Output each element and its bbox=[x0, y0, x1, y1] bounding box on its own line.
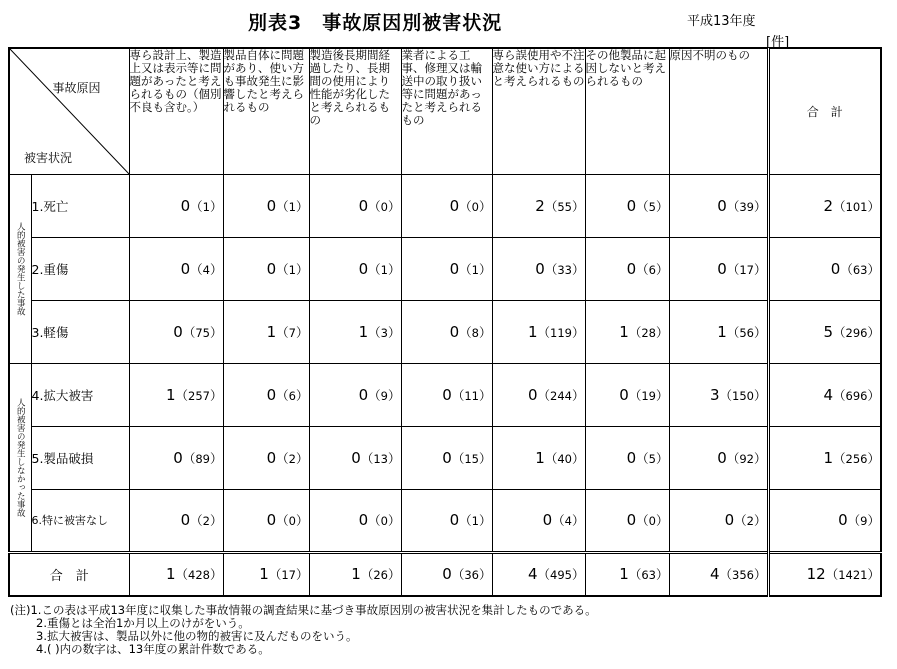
cell: 1（3） bbox=[309, 300, 401, 363]
cell: 0（0） bbox=[401, 174, 492, 237]
cell: 0（6） bbox=[223, 363, 309, 426]
note-item: 4.( )内の数字は、13年度の累計件数である。 bbox=[36, 642, 270, 656]
cell: 0（244） bbox=[492, 363, 585, 426]
cell: 0（13） bbox=[309, 426, 401, 489]
col-header-misuse: 専ら誤使用や不注意な使い方によると考えられるもの bbox=[492, 48, 585, 174]
note-item: 3.拡大被害は、製品以外に他の物的被害に及んだものをいう。 bbox=[36, 629, 358, 643]
table-row bbox=[9, 237, 881, 300]
total-row-label: 合 計 bbox=[9, 552, 129, 596]
cell: 0（33） bbox=[492, 237, 585, 300]
col-header-product-and-usage: 製品自体に問題があり、使い方も事故発生に影響したと考えられるもの bbox=[223, 48, 309, 174]
cell-total: 1（256） bbox=[768, 426, 881, 489]
cell: 0（0） bbox=[223, 489, 309, 552]
cell: 0（6） bbox=[585, 237, 669, 300]
cell: 0（4） bbox=[129, 237, 223, 300]
row-label: 2.重傷 bbox=[31, 237, 129, 300]
page-title: 別表3 事故原因別被害状況 bbox=[248, 12, 503, 34]
cell-grand-total: 12（1421） bbox=[768, 552, 881, 596]
cell: 1（428） bbox=[129, 552, 223, 596]
cell: 0（36） bbox=[401, 552, 492, 596]
cell: 1（257） bbox=[129, 363, 223, 426]
note-item: (注)1.この表は平成13年度に収集した事故情報の調査結果に基づき事故原因別の被害状況を集計したものである。 bbox=[10, 603, 597, 617]
cell: 0（1） bbox=[223, 174, 309, 237]
table-row bbox=[9, 489, 881, 552]
col-header-total: 合 計 bbox=[768, 48, 881, 174]
unit-label: [件] bbox=[766, 35, 790, 50]
cell: 0（89） bbox=[129, 426, 223, 489]
cell: 0（0） bbox=[309, 489, 401, 552]
total-row bbox=[9, 552, 881, 596]
cell: 0（75） bbox=[129, 300, 223, 363]
cell: 1（40） bbox=[492, 426, 585, 489]
cell-total: 0（63） bbox=[768, 237, 881, 300]
cell: 0（5） bbox=[585, 174, 669, 237]
cell: 0（17） bbox=[669, 237, 768, 300]
cell-total: 5（296） bbox=[768, 300, 881, 363]
table-row bbox=[9, 174, 881, 237]
note-item: 2.重傷とは全治1か月以上のけがをいう。 bbox=[36, 616, 250, 630]
cell: 1（56） bbox=[669, 300, 768, 363]
table-row bbox=[9, 363, 881, 426]
cell: 0（1） bbox=[309, 237, 401, 300]
cell: 0（2） bbox=[669, 489, 768, 552]
cell: 0（1） bbox=[401, 237, 492, 300]
row-label: 4.拡大被害 bbox=[31, 363, 129, 426]
group-label-injury: 人的被害の発生した事故 bbox=[9, 174, 31, 363]
cell-total: 0（9） bbox=[768, 489, 881, 552]
cell: 0（19） bbox=[585, 363, 669, 426]
cell: 1（17） bbox=[223, 552, 309, 596]
col-header-unknown: 原因不明のもの bbox=[669, 48, 768, 174]
cell: 0（9） bbox=[309, 363, 401, 426]
cell: 2（55） bbox=[492, 174, 585, 237]
table-row bbox=[9, 426, 881, 489]
cell: 0（92） bbox=[669, 426, 768, 489]
fiscal-year: 平成13年度 bbox=[687, 14, 756, 29]
cell: 0（15） bbox=[401, 426, 492, 489]
cell-total: 4（696） bbox=[768, 363, 881, 426]
cell: 0（8） bbox=[401, 300, 492, 363]
cell: 0（2） bbox=[129, 489, 223, 552]
col-header-contractor: 業者による工事、修理又は輸送中の取り扱い等に問題があったと考えられるもの bbox=[401, 48, 492, 174]
col-header-design-defect: 専ら設計上、製造上又は表示等に問題があったと考えられるもの（個別不良も含む。） bbox=[129, 48, 223, 174]
cell: 0（0） bbox=[309, 174, 401, 237]
cell: 1（28） bbox=[585, 300, 669, 363]
cell-total: 2（101） bbox=[768, 174, 881, 237]
cell: 1（7） bbox=[223, 300, 309, 363]
cell: 3（150） bbox=[669, 363, 768, 426]
cell: 4（356） bbox=[669, 552, 768, 596]
col-header-other: その他製品に起因しないと考えられるもの bbox=[585, 48, 669, 174]
corner-bottom-label: 被害状況 bbox=[24, 151, 73, 165]
table-row bbox=[9, 300, 881, 363]
group-label-no-injury: 人的被害の発生しなかった事故 bbox=[9, 363, 31, 552]
cell: 0（11） bbox=[401, 363, 492, 426]
cell: 0（39） bbox=[669, 174, 768, 237]
header-row bbox=[9, 48, 881, 174]
row-label: 6.特に被害なし bbox=[31, 489, 129, 552]
cell: 4（495） bbox=[492, 552, 585, 596]
cell: 0（1） bbox=[129, 174, 223, 237]
col-header-aging: 製造後長期間経過したり、長期間の使用により性能が劣化したと考えられるもの bbox=[309, 48, 401, 174]
corner-top-label: 事故原因 bbox=[52, 81, 101, 95]
cell: 1（63） bbox=[585, 552, 669, 596]
notes bbox=[10, 604, 597, 656]
cell: 1（119） bbox=[492, 300, 585, 363]
damage-table bbox=[8, 47, 882, 597]
row-label: 5.製品破損 bbox=[31, 426, 129, 489]
cell: 0（5） bbox=[585, 426, 669, 489]
cell: 0（2） bbox=[223, 426, 309, 489]
cell: 0（4） bbox=[492, 489, 585, 552]
row-label: 3.軽傷 bbox=[31, 300, 129, 363]
row-label: 1.死亡 bbox=[31, 174, 129, 237]
cell: 0（1） bbox=[401, 489, 492, 552]
cell: 1（26） bbox=[309, 552, 401, 596]
cell: 0（0） bbox=[585, 489, 669, 552]
cell: 0（1） bbox=[223, 237, 309, 300]
corner-cell bbox=[9, 48, 129, 174]
